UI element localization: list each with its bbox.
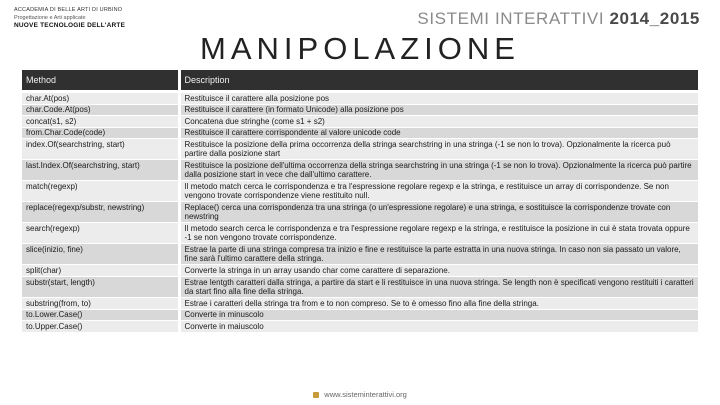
table-body xyxy=(22,92,698,333)
page-title: MANIPOLAZIONE xyxy=(200,31,520,66)
table-row xyxy=(22,202,698,223)
table-row xyxy=(22,104,698,116)
academy-logo xyxy=(14,6,125,30)
method-cell: from.Char.Code(code) xyxy=(22,127,179,139)
table-header-row xyxy=(22,70,698,92)
description-cell: Replace() cerca una corrispondenza tra una stringa (o un'espressione regolare) e una stringa, e sostituisce la corrispondenze trovate con newstring xyxy=(179,202,698,223)
table-row xyxy=(22,244,698,265)
description-cell: Estrae la parte di una stringa compresa tra inizio e fine e restituisce la parte estratta in una nuova stringa. In caso non sia passato un valore, fine sarà l'ultimo carattere della stringa. xyxy=(179,244,698,265)
table-row xyxy=(22,139,698,160)
footer-url: www.sisteminterattivi.org xyxy=(324,390,407,399)
description-cell: Restituisce il carattere alla posizione pos xyxy=(179,92,698,105)
column-header-method: Method xyxy=(22,70,179,92)
logo-icon xyxy=(313,392,319,398)
method-cell: concat(s1, s2) xyxy=(22,116,179,128)
academy-name: ACCADEMIA DI BELLE ARTI DI URBINO xyxy=(14,7,123,13)
table-row xyxy=(22,127,698,139)
table-row xyxy=(22,265,698,277)
description-cell: Converte in maiuscolo xyxy=(179,321,698,333)
description-cell: Restituisce la posizione dell'ultima occorrenza della stringa searchstring in una stringa (-1 se non lo trova). Opzionalmente la ricerca può partire dalla posizione start in vece che dall'ultimo carattere. xyxy=(179,160,698,181)
description-cell: Restituisce la posizione della prima occorrenza della stringa searchstring in una stringa (-1 se non lo trova). Opzionalmente la ricerca può partire dalla posizione start xyxy=(179,139,698,160)
course-header xyxy=(417,9,700,29)
method-cell: slice(inizio, fine) xyxy=(22,244,179,265)
description-cell: Restituisce il carattere corrispondente al valore unicode code xyxy=(179,127,698,139)
method-cell: substring(from, to) xyxy=(22,297,179,309)
table-row xyxy=(22,297,698,309)
footer xyxy=(0,390,720,399)
course-year: 2014_2015 xyxy=(609,9,700,28)
description-cell: Converte in minuscolo xyxy=(179,309,698,321)
description-cell: Restituisce il carattere (in formato Unicode) alla posizione pos xyxy=(179,104,698,116)
table-row xyxy=(22,223,698,244)
method-cell: index.Of(searchstring, start) xyxy=(22,139,179,160)
table-row xyxy=(22,160,698,181)
method-cell: search(regexp) xyxy=(22,223,179,244)
method-cell: char.Code.At(pos) xyxy=(22,104,179,116)
description-cell: Estrae lentgth caratteri dalla stringa, a partire da start e li restituisce in una nuova stringa. Se length non è specificati vengono restituiti i caratteri da start fino alla fine della stringa. xyxy=(179,276,698,297)
course-title: SISTEMI INTERATTIVI xyxy=(417,9,605,28)
table-row xyxy=(22,276,698,297)
method-cell: to.Lower.Case() xyxy=(22,309,179,321)
description-cell: Il metodo match cerca le corrispondenza e tra l'espressione regolare regexp e la stringa, e restituisce un array di corrispondenze. Se non vengono trovate corrispondenze viene restituito null. xyxy=(179,181,698,202)
column-header-description: Description xyxy=(179,70,698,92)
method-cell: to.Upper.Case() xyxy=(22,321,179,333)
table-row xyxy=(22,116,698,128)
method-cell: match(regexp) xyxy=(22,181,179,202)
academy-course: NUOVE TECNOLOGIE DELL'ARTE xyxy=(14,22,126,29)
description-cell: Converte la stringa in un array usando char come carattere di separazione. xyxy=(179,265,698,277)
table-row xyxy=(22,181,698,202)
method-cell: char.At(pos) xyxy=(22,92,179,105)
table-row xyxy=(22,321,698,333)
description-cell: Il metodo search cerca le corrispondenza e tra l'espressione regolare regexp e la stringa, e restituisce la posizione in cui è stata trovata oppure -1 se non vengono trovate corrispondenze. xyxy=(179,223,698,244)
description-cell: Concatena due stringhe (come s1 + s2) xyxy=(179,116,698,128)
method-cell: substr(start, length) xyxy=(22,276,179,297)
table-row xyxy=(22,92,698,105)
table-row xyxy=(22,309,698,321)
methods-table xyxy=(22,70,698,333)
method-cell: split(char) xyxy=(22,265,179,277)
description-cell: Estrae i caratteri della stringa tra from e to non compreso. Se to è omesso fino alla fine della stringa. xyxy=(179,297,698,309)
method-cell: last.Index.Of(searchstring, start) xyxy=(22,160,179,181)
academy-department: Progettazione e Arti applicate xyxy=(14,15,86,21)
method-cell: replace(regexp/substr, newstring) xyxy=(22,202,179,223)
